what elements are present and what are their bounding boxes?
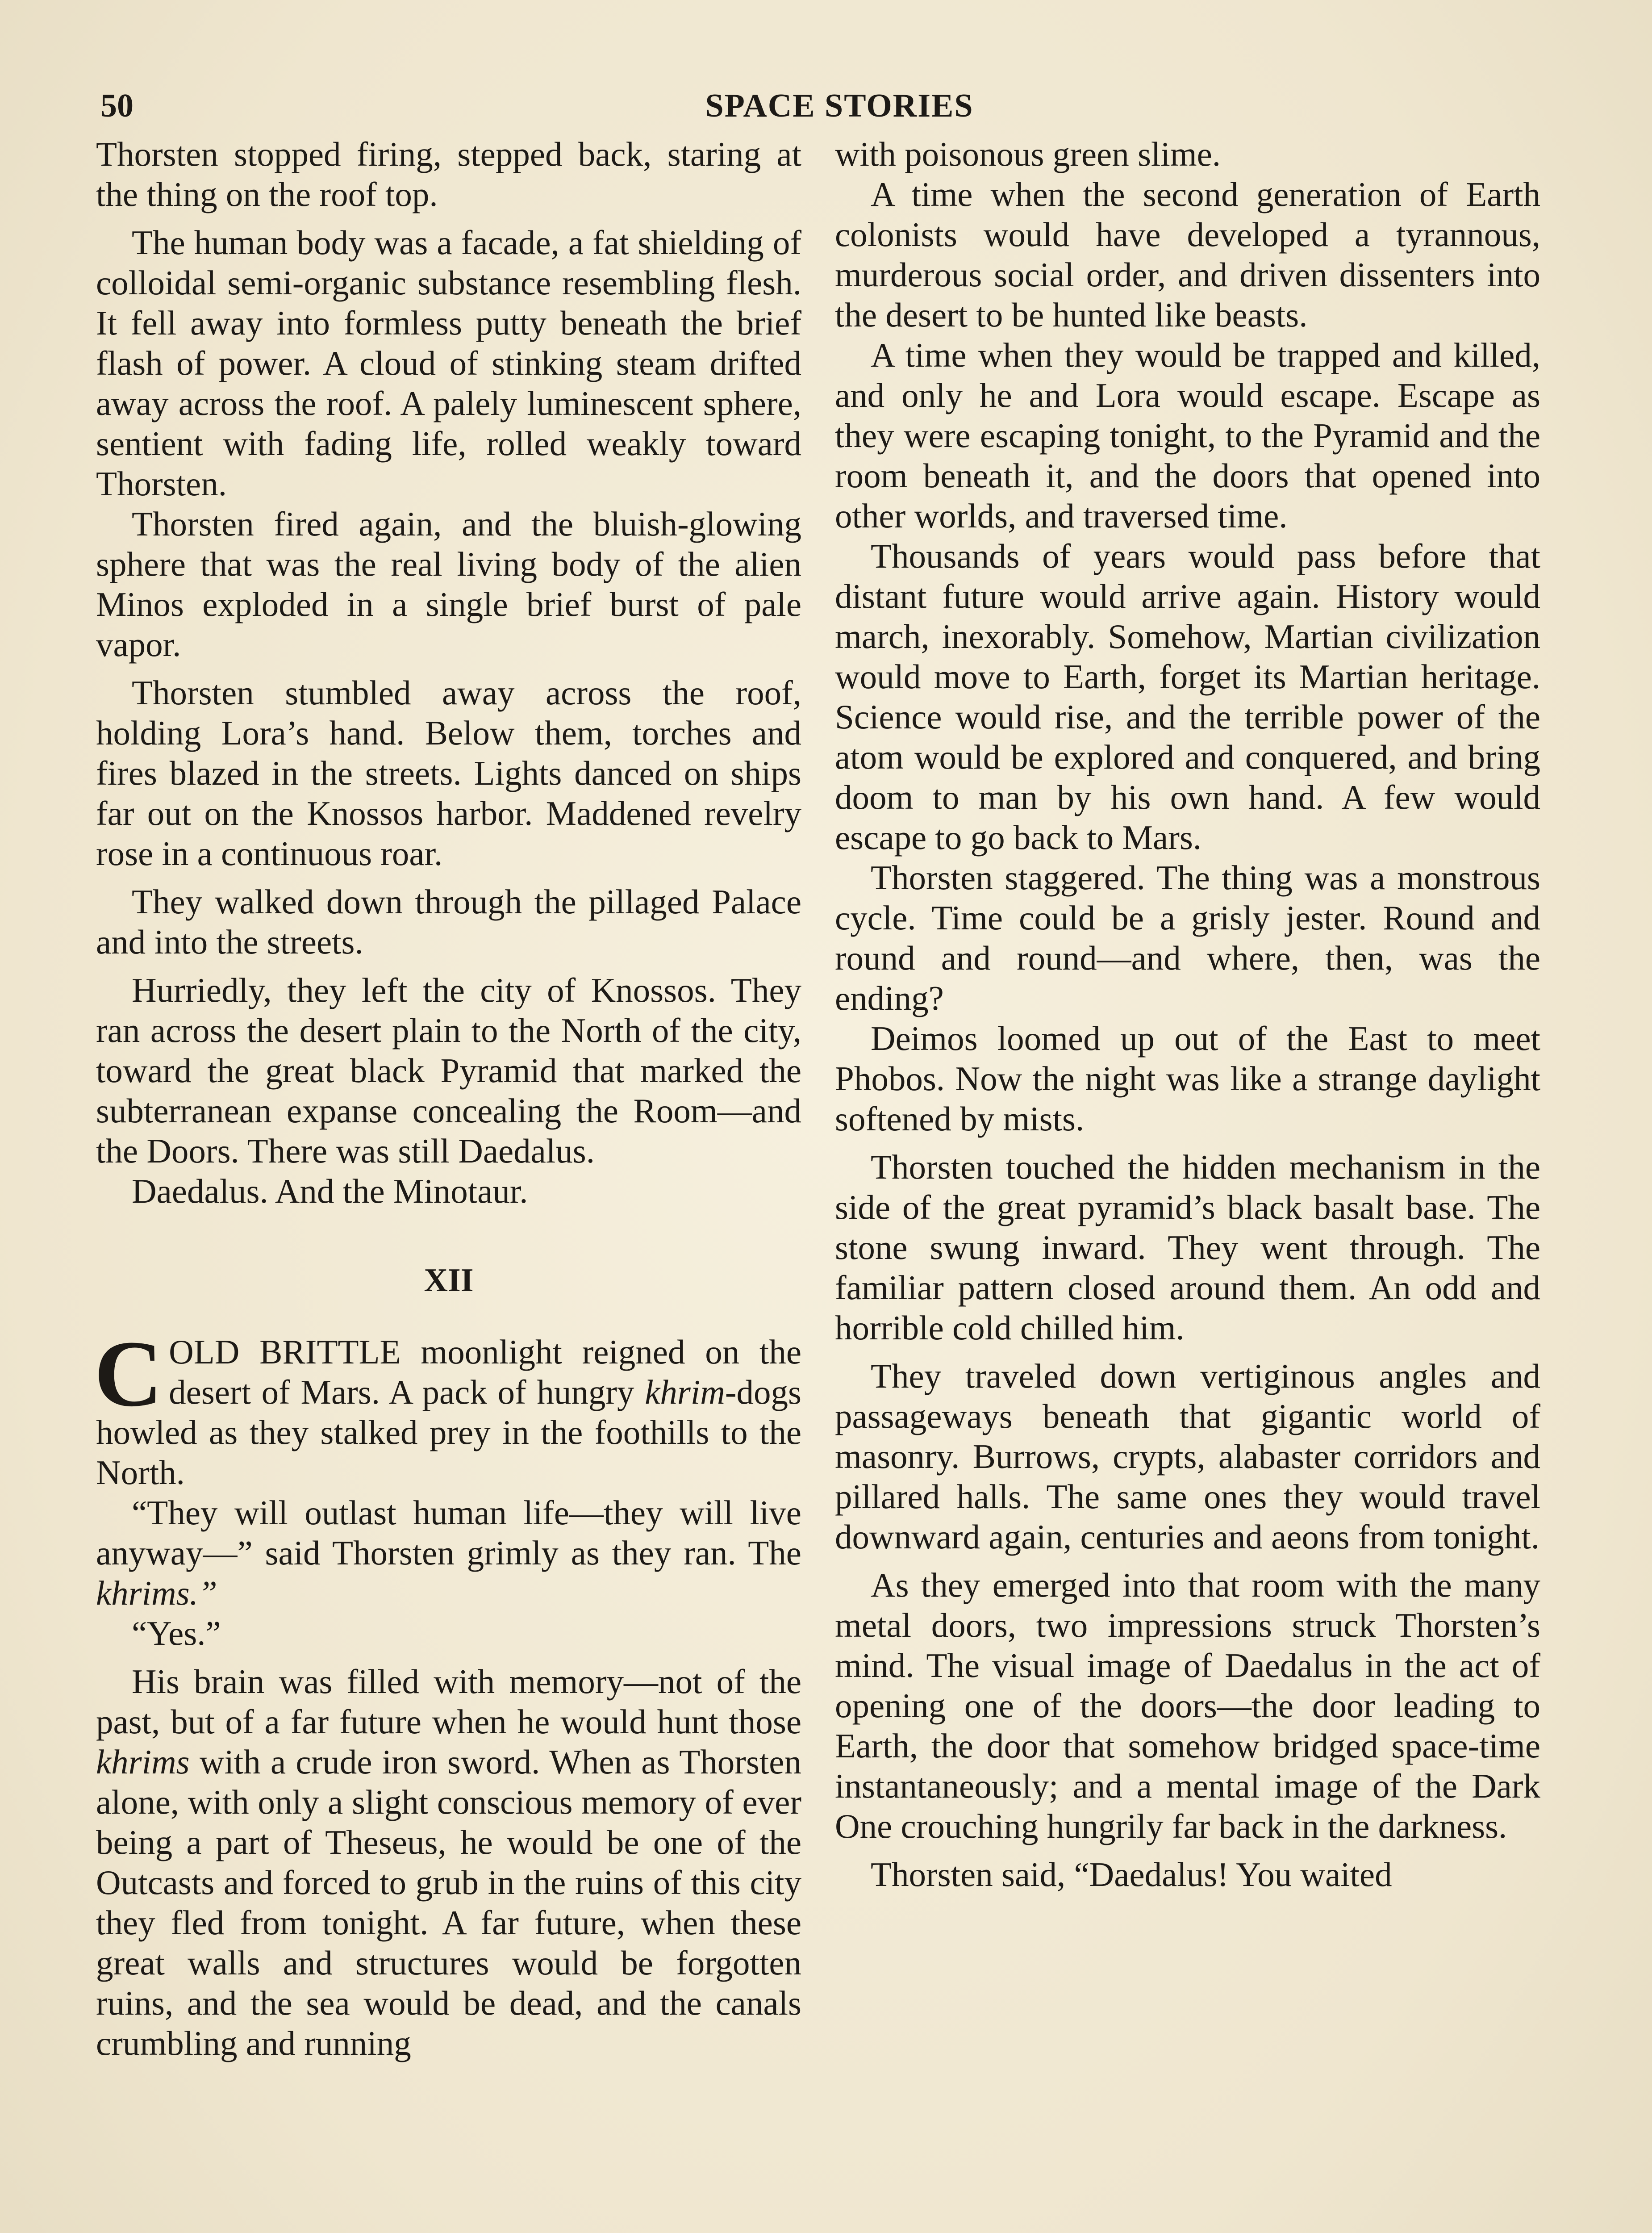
paragraph: Thorsten touched the hidden mechanism in the side of the great pyramid’s black basalt base. The stone swung inward. They went through. The familiar pattern closed around them. An odd and horrible cold chilled him.	[835, 1148, 1540, 1347]
paragraph: Daedalus. And the Minotaur.	[132, 1172, 528, 1210]
paragraph: Thorsten fired again, and the bluish-glowing sphere that was the real living body of the alien Minos exploded in a single brief burst of pale vapor.	[96, 505, 801, 664]
paragraph: “Yes.”	[132, 1614, 221, 1652]
paragraph-text: OLD BRITTLE moonlight reigned on the desert of Mars. A pack of hungry	[169, 1333, 801, 1411]
italic-term: khrim	[645, 1373, 725, 1411]
italic-term: khrims	[96, 1743, 190, 1781]
paragraph: Hurriedly, they left the city of Knossos. They ran across the desert plain to the North of the city, toward the great black Pyramid that marked the subterranean expanse concealing the Room—and the Doors. There was still Daedalus.	[96, 971, 801, 1170]
paragraph: Thorsten stopped firing, stepped back, staring at the thing on the roof top.	[96, 135, 801, 213]
paragraph-text: with a crude iron sword. When as Thorsten alone, with only a slight conscious memory of ever being a part of Theseus, he would be one of the Outcasts and forced to grub in the ruins of this city they fled from tonight. A far future, when these great walls and structures would be forgotten ruins, and the sea would be dead, and the canals crumbling and running	[96, 1743, 801, 2062]
paragraph: Thorsten staggered. The thing was a monstrous cycle. Time could be a grisly jester. Round and round and round—and where, then, was the ending?	[835, 858, 1540, 1017]
paragraph-text: -dogs howled as they stalked prey in the foothills to the North.	[96, 1373, 801, 1492]
page-number: 50	[100, 88, 133, 124]
chapter-opening-paragraph	[94, 1321, 801, 1493]
section-heading: XII	[424, 1262, 474, 1299]
italic-term: khrims.”	[96, 1574, 217, 1612]
paragraph: Thorsten stumbled away across the roof, holding Lora’s hand. Below them, torches and fires blazed in the streets. Lights danced on ships far out on the Knossos harbor. Maddened revelry rose in a continuous roar.	[96, 673, 801, 873]
paragraph: They walked down through the pillaged Palace and into the streets.	[96, 882, 801, 961]
paragraph: As they emerged into that room with the many metal doors, two impressions struck Thorsten’s mind. The visual image of Daedalus in the act of opening one of the doors—the door leading to Earth, the door that somehow bridged space-time instantaneously; and a mental image of the Dark One crouching hungrily far back in the darkness.	[835, 1566, 1540, 1845]
paragraph	[96, 1661, 801, 2063]
paragraph: Thousands of years would pass before that distant future would arrive again. History would march, inexorably. Somehow, Martian civilization would move to Earth, forget its Martian heritage. Science would rise, and the terrible power of the atom would be explored and conquered, and bring doom to man by his own hand. A few would escape to go back to Mars.	[835, 537, 1540, 857]
drop-cap: C	[94, 1321, 163, 1426]
paragraph-text: “They will outlast human life—they will live anyway—” said Thorsten grimly as they ran. The	[96, 1493, 801, 1572]
paragraph: They traveled down vertiginous angles and passageways beneath that gigantic world of masonry. Burrows, crypts, alabaster corridors and pillared halls. The same ones they would travel downward again, centuries and aeons from tonight.	[835, 1357, 1540, 1556]
right-column	[835, 134, 1540, 1903]
paragraph	[96, 1493, 801, 1613]
paragraph: with poisonous green slime.	[835, 135, 1221, 173]
paragraph: A time when they would be trapped and killed, and only he and Lora would escape. Escape as they were escaping tonight, to the Pyramid and the room beneath it, and the doors that opened into other worlds, and traversed time.	[835, 336, 1540, 535]
paragraph: Deimos loomed up out of the East to meet Phobos. Now the night was like a strange daylight softened by mists.	[835, 1019, 1540, 1138]
page-header	[100, 87, 1578, 136]
paragraph: A time when the second generation of Earth colonists would have developed a tyrannous, murderous social order, and driven dissenters into the desert to be hunted like beasts.	[835, 175, 1540, 334]
paragraph: The human body was a facade, a fat shielding of colloidal semi-organic substance resembling flesh. It fell away into formless putty beneath the brief flash of power. A cloud of stinking steam drifted away across the roof. A palely luminescent sphere, sentient with fading life, rolled weakly toward Thorsten.	[96, 223, 801, 503]
left-column	[96, 134, 801, 2071]
paragraph-text: His brain was filled with memory—not of the past, but of a far future when he would hunt those	[96, 1662, 801, 1741]
paragraph: Thorsten said, “Daedalus! You waited	[871, 1855, 1392, 1894]
running-head: SPACE STORIES	[705, 88, 974, 124]
